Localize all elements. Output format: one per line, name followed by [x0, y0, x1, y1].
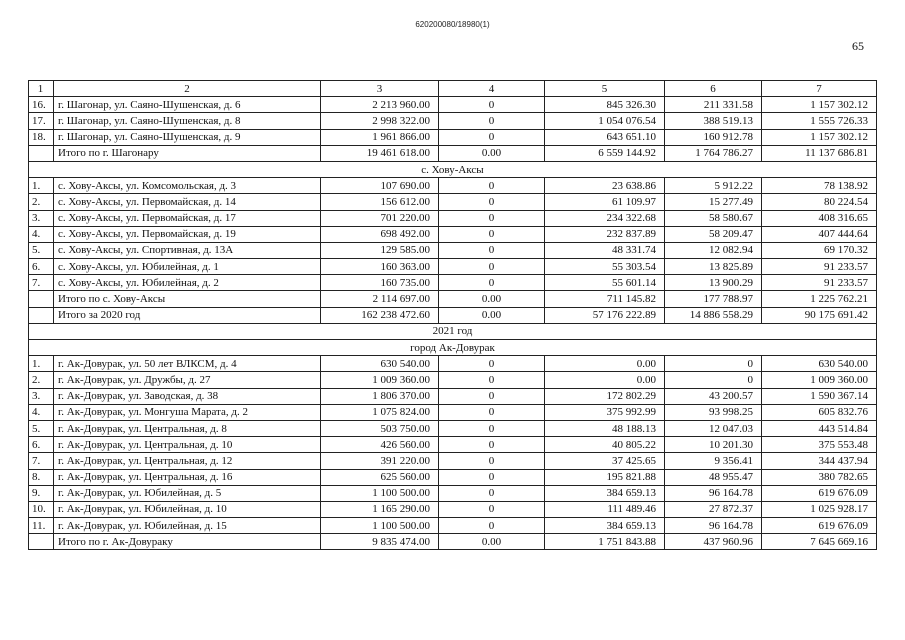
row-number: 6.: [29, 437, 54, 453]
budget-cell: 1 751 843.88: [545, 534, 665, 550]
section-heading-row: [29, 340, 877, 356]
fund-cell: 0.00: [439, 534, 545, 550]
owners-cell: 91 233.57: [762, 275, 877, 291]
row-number: 3.: [29, 210, 54, 226]
row-number: 8.: [29, 469, 54, 485]
total-cost-cell: 2 213 960.00: [321, 97, 439, 113]
local-budget-cell: 9 356.41: [665, 453, 762, 469]
total-cost-cell: 625 560.00: [321, 469, 439, 485]
row-number: 2.: [29, 194, 54, 210]
row-number: 5.: [29, 420, 54, 436]
address-cell: с. Хову-Аксы, ул. Спортивная, д. 13А: [54, 242, 321, 258]
row-number: [29, 145, 54, 161]
table-row: [29, 485, 877, 501]
row-number: 3.: [29, 388, 54, 404]
total-cost-cell: 391 220.00: [321, 453, 439, 469]
row-number: 5.: [29, 242, 54, 258]
section-heading: с. Хову-Аксы: [29, 161, 877, 177]
budget-cell: 845 326.30: [545, 97, 665, 113]
fund-cell: 0: [439, 356, 545, 372]
total-cost-cell: 1 100 500.00: [321, 485, 439, 501]
address-cell: с. Хову-Аксы, ул. Первомайская, д. 17: [54, 210, 321, 226]
budget-cell: 0.00: [545, 356, 665, 372]
table-row: [29, 469, 877, 485]
fund-cell: 0: [439, 501, 545, 517]
local-budget-cell: 388 519.13: [665, 113, 762, 129]
local-budget-cell: 48 955.47: [665, 469, 762, 485]
address-cell: г. Ак-Довурак, ул. Центральная, д. 8: [54, 420, 321, 436]
column-number: 1: [29, 81, 54, 97]
owners-cell: 380 782.65: [762, 469, 877, 485]
section-heading: город Ак-Довурак: [29, 340, 877, 356]
local-budget-cell: 43 200.57: [665, 388, 762, 404]
owners-cell: 619 676.09: [762, 485, 877, 501]
local-budget-cell: 93 998.25: [665, 404, 762, 420]
budget-cell: 48 331.74: [545, 242, 665, 258]
fund-cell: 0: [439, 242, 545, 258]
table-row: [29, 453, 877, 469]
address-cell: г. Ак-Довурак, ул. Монгуша Марата, д. 2: [54, 404, 321, 420]
table-row: [29, 420, 877, 436]
row-number: [29, 534, 54, 550]
row-number: 10.: [29, 501, 54, 517]
owners-cell: 11 137 686.81: [762, 145, 877, 161]
row-number: 2.: [29, 372, 54, 388]
local-budget-cell: 12 082.94: [665, 242, 762, 258]
local-budget-cell: 211 331.58: [665, 97, 762, 113]
table-row: [29, 275, 877, 291]
address-cell: г. Ак-Довурак, ул. Центральная, д. 16: [54, 469, 321, 485]
budget-cell: 195 821.88: [545, 469, 665, 485]
address-cell: г. Шагонар, ул. Саяно-Шушенская, д. 6: [54, 97, 321, 113]
owners-cell: 1 225 762.21: [762, 291, 877, 307]
total-cost-cell: 156 612.00: [321, 194, 439, 210]
table-row: [29, 437, 877, 453]
row-number: 18.: [29, 129, 54, 145]
owners-cell: 1 590 367.14: [762, 388, 877, 404]
address-cell: Итого по г. Шагонару: [54, 145, 321, 161]
fund-cell: 0.00: [439, 145, 545, 161]
local-budget-cell: 13 825.89: [665, 259, 762, 275]
table-row: [29, 113, 877, 129]
budget-cell: 37 425.65: [545, 453, 665, 469]
budget-cell: 48 188.13: [545, 420, 665, 436]
fund-cell: 0: [439, 210, 545, 226]
address-cell: г. Ак-Довурак, ул. Центральная, д. 10: [54, 437, 321, 453]
table-row: [29, 388, 877, 404]
local-budget-cell: 177 788.97: [665, 291, 762, 307]
row-number: 16.: [29, 97, 54, 113]
row-number: 4.: [29, 404, 54, 420]
total-row: [29, 307, 877, 323]
fund-cell: 0: [439, 469, 545, 485]
address-cell: г. Шагонар, ул. Саяно-Шушенская, д. 9: [54, 129, 321, 145]
table-row: [29, 404, 877, 420]
row-number: 11.: [29, 518, 54, 534]
address-cell: с. Хову-Аксы, ул. Комсомольская, д. 3: [54, 178, 321, 194]
fund-cell: 0: [439, 404, 545, 420]
budget-cell: 643 651.10: [545, 129, 665, 145]
total-cost-cell: 630 540.00: [321, 356, 439, 372]
fund-cell: 0: [439, 194, 545, 210]
owners-cell: 630 540.00: [762, 356, 877, 372]
owners-cell: 1 009 360.00: [762, 372, 877, 388]
total-cost-cell: 160 735.00: [321, 275, 439, 291]
section-heading-row: [29, 323, 877, 339]
total-cost-cell: 1 961 866.00: [321, 129, 439, 145]
address-cell: г. Ак-Довурак, ул. Заводская, д. 38: [54, 388, 321, 404]
fund-cell: 0: [439, 453, 545, 469]
local-budget-cell: 27 872.37: [665, 501, 762, 517]
owners-cell: 407 444.64: [762, 226, 877, 242]
column-number-row: [29, 81, 877, 97]
local-budget-cell: 58 209.47: [665, 226, 762, 242]
address-cell: г. Шагонар, ул. Саяно-Шушенская, д. 8: [54, 113, 321, 129]
fund-cell: 0: [439, 275, 545, 291]
address-cell: с. Хову-Аксы, ул. Первомайская, д. 14: [54, 194, 321, 210]
fund-cell: 0: [439, 437, 545, 453]
budget-cell: 234 322.68: [545, 210, 665, 226]
address-cell: с. Хову-Аксы, ул. Первомайская, д. 19: [54, 226, 321, 242]
fund-cell: 0: [439, 259, 545, 275]
fund-cell: 0: [439, 97, 545, 113]
owners-cell: 91 233.57: [762, 259, 877, 275]
local-budget-cell: 14 886 558.29: [665, 307, 762, 323]
total-cost-cell: 129 585.00: [321, 242, 439, 258]
local-budget-cell: 1 764 786.27: [665, 145, 762, 161]
column-number: 2: [54, 81, 321, 97]
fund-cell: 0: [439, 129, 545, 145]
owners-cell: 1 025 928.17: [762, 501, 877, 517]
table-row: [29, 210, 877, 226]
local-budget-cell: 13 900.29: [665, 275, 762, 291]
total-row: [29, 145, 877, 161]
total-cost-cell: 698 492.00: [321, 226, 439, 242]
table-row: [29, 194, 877, 210]
row-number: 9.: [29, 485, 54, 501]
page-number: 65: [852, 39, 864, 53]
total-cost-cell: 160 363.00: [321, 259, 439, 275]
local-budget-cell: 160 912.78: [665, 129, 762, 145]
total-cost-cell: 503 750.00: [321, 420, 439, 436]
column-number: 7: [762, 81, 877, 97]
fund-cell: 0: [439, 372, 545, 388]
total-cost-cell: 1 165 290.00: [321, 501, 439, 517]
table-row: [29, 97, 877, 113]
total-cost-cell: 1 806 370.00: [321, 388, 439, 404]
budget-cell: 0.00: [545, 372, 665, 388]
budget-cell: 172 802.29: [545, 388, 665, 404]
column-number: 6: [665, 81, 762, 97]
total-cost-cell: 19 461 618.00: [321, 145, 439, 161]
owners-cell: 619 676.09: [762, 518, 877, 534]
local-budget-cell: 15 277.49: [665, 194, 762, 210]
row-number: [29, 307, 54, 323]
total-row: [29, 534, 877, 550]
local-budget-cell: 10 201.30: [665, 437, 762, 453]
total-cost-cell: 1 075 824.00: [321, 404, 439, 420]
row-number: 4.: [29, 226, 54, 242]
address-cell: г. Ак-Довурак, ул. Дружбы, д. 27: [54, 372, 321, 388]
document-id: 620200080/18980(1): [415, 20, 490, 29]
owners-cell: 1 157 302.12: [762, 97, 877, 113]
fund-cell: 0: [439, 226, 545, 242]
fund-cell: 0.00: [439, 307, 545, 323]
fund-cell: 0: [439, 113, 545, 129]
budget-cell: 384 659.13: [545, 518, 665, 534]
row-number: [29, 291, 54, 307]
fund-cell: 0: [439, 178, 545, 194]
budget-cell: 711 145.82: [545, 291, 665, 307]
budget-cell: 111 489.46: [545, 501, 665, 517]
table-row: [29, 259, 877, 275]
budget-cell: 232 837.89: [545, 226, 665, 242]
local-budget-cell: 5 912.22: [665, 178, 762, 194]
total-cost-cell: 426 560.00: [321, 437, 439, 453]
budget-cell: 40 805.22: [545, 437, 665, 453]
total-cost-cell: 162 238 472.60: [321, 307, 439, 323]
total-cost-cell: 1 009 360.00: [321, 372, 439, 388]
owners-cell: 7 645 669.16: [762, 534, 877, 550]
total-cost-cell: 9 835 474.00: [321, 534, 439, 550]
local-budget-cell: 96 164.78: [665, 518, 762, 534]
local-budget-cell: 0: [665, 372, 762, 388]
owners-cell: 90 175 691.42: [762, 307, 877, 323]
table-row: [29, 178, 877, 194]
section-heading-row: [29, 161, 877, 177]
table-row: [29, 372, 877, 388]
fund-cell: 0: [439, 485, 545, 501]
total-cost-cell: 2 998 322.00: [321, 113, 439, 129]
budget-cell: 57 176 222.89: [545, 307, 665, 323]
total-cost-cell: 1 100 500.00: [321, 518, 439, 534]
housing-repair-table: [28, 80, 877, 550]
address-cell: г. Ак-Довурак, ул. 50 лет ВЛКСМ, д. 4: [54, 356, 321, 372]
column-number: 4: [439, 81, 545, 97]
budget-cell: 55 601.14: [545, 275, 665, 291]
total-cost-cell: 2 114 697.00: [321, 291, 439, 307]
budget-cell: 55 303.54: [545, 259, 665, 275]
local-budget-cell: 12 047.03: [665, 420, 762, 436]
owners-cell: 344 437.94: [762, 453, 877, 469]
table-row: [29, 242, 877, 258]
owners-cell: 69 170.32: [762, 242, 877, 258]
total-row: [29, 291, 877, 307]
address-cell: Итого по с. Хову-Аксы: [54, 291, 321, 307]
row-number: 1.: [29, 356, 54, 372]
table-row: [29, 356, 877, 372]
address-cell: г. Ак-Довурак, ул. Юбилейная, д. 10: [54, 501, 321, 517]
local-budget-cell: 58 580.67: [665, 210, 762, 226]
fund-cell: 0: [439, 420, 545, 436]
column-number: 3: [321, 81, 439, 97]
row-number: 7.: [29, 275, 54, 291]
section-heading: 2021 год: [29, 323, 877, 339]
local-budget-cell: 0: [665, 356, 762, 372]
budget-cell: 61 109.97: [545, 194, 665, 210]
address-cell: с. Хову-Аксы, ул. Юбилейная, д. 2: [54, 275, 321, 291]
address-cell: г. Ак-Довурак, ул. Юбилейная, д. 5: [54, 485, 321, 501]
table-row: [29, 518, 877, 534]
local-budget-cell: 96 164.78: [665, 485, 762, 501]
owners-cell: 408 316.65: [762, 210, 877, 226]
fund-cell: 0: [439, 518, 545, 534]
fund-cell: 0: [439, 388, 545, 404]
address-cell: г. Ак-Довурак, ул. Центральная, д. 12: [54, 453, 321, 469]
owners-cell: 1 555 726.33: [762, 113, 877, 129]
row-number: 6.: [29, 259, 54, 275]
address-cell: г. Ак-Довурак, ул. Юбилейная, д. 15: [54, 518, 321, 534]
owners-cell: 80 224.54: [762, 194, 877, 210]
budget-cell: 384 659.13: [545, 485, 665, 501]
owners-cell: 375 553.48: [762, 437, 877, 453]
owners-cell: 1 157 302.12: [762, 129, 877, 145]
row-number: 7.: [29, 453, 54, 469]
total-cost-cell: 107 690.00: [321, 178, 439, 194]
address-cell: Итого за 2020 год: [54, 307, 321, 323]
table-row: [29, 501, 877, 517]
row-number: 1.: [29, 178, 54, 194]
address-cell: с. Хову-Аксы, ул. Юбилейная, д. 1: [54, 259, 321, 275]
address-cell: Итого по г. Ак-Довураку: [54, 534, 321, 550]
budget-cell: 375 992.99: [545, 404, 665, 420]
local-budget-cell: 437 960.96: [665, 534, 762, 550]
owners-cell: 78 138.92: [762, 178, 877, 194]
total-cost-cell: 701 220.00: [321, 210, 439, 226]
budget-cell: 1 054 076.54: [545, 113, 665, 129]
budget-cell: 23 638.86: [545, 178, 665, 194]
table-row: [29, 226, 877, 242]
table-row: [29, 129, 877, 145]
row-number: 17.: [29, 113, 54, 129]
budget-cell: 6 559 144.92: [545, 145, 665, 161]
column-number: 5: [545, 81, 665, 97]
owners-cell: 605 832.76: [762, 404, 877, 420]
owners-cell: 443 514.84: [762, 420, 877, 436]
fund-cell: 0.00: [439, 291, 545, 307]
table-body: [29, 81, 877, 550]
